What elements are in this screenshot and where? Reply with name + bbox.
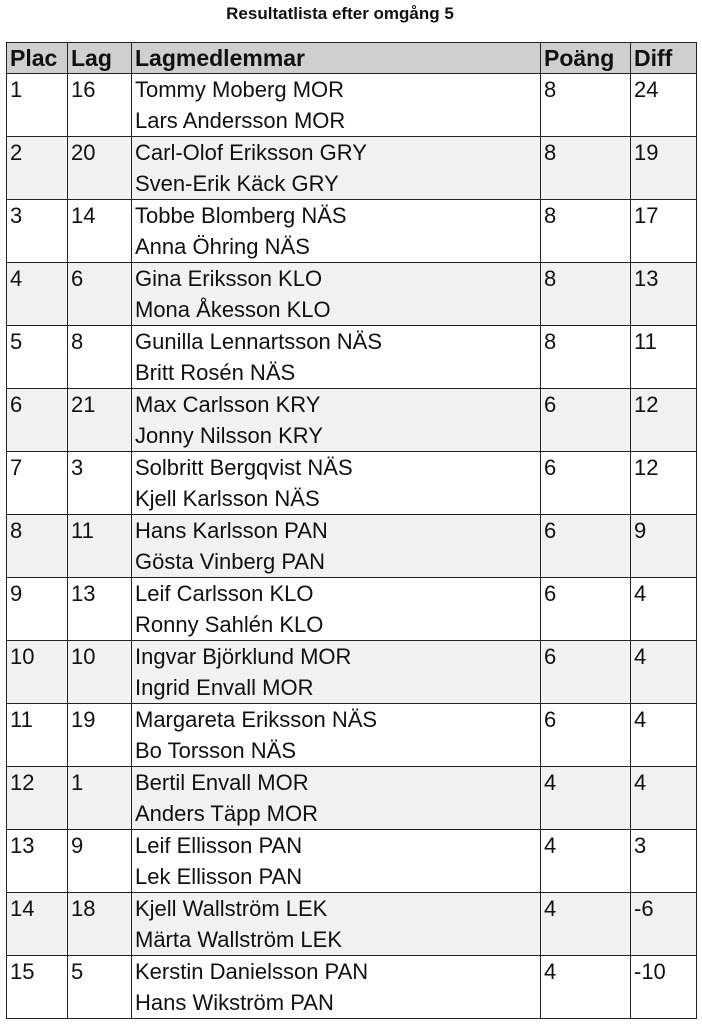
points-cell: 6	[541, 578, 631, 641]
table-row	[7, 137, 697, 200]
team-number-cell: 21	[68, 389, 132, 452]
team-member-name: Leif Ellisson PAN	[135, 833, 303, 858]
members-cell	[132, 704, 541, 767]
diff-cell: 9	[631, 515, 697, 578]
place-cell: 2	[7, 137, 68, 200]
diff-cell: 13	[631, 263, 697, 326]
team-number-cell: 13	[68, 578, 132, 641]
column-header-diff: Diff	[631, 43, 697, 74]
team-member-name: Lars Andersson MOR	[135, 108, 346, 133]
team-member-name: Kjell Wallström LEK	[135, 896, 328, 921]
team-number-cell: 19	[68, 704, 132, 767]
members-cell	[132, 326, 541, 389]
members-cell	[132, 767, 541, 830]
results-table	[6, 42, 697, 1019]
team-number-cell: 6	[68, 263, 132, 326]
team-member-name: Gösta Vinberg PAN	[135, 549, 325, 574]
points-cell: 8	[541, 137, 631, 200]
team-number-cell: 5	[68, 956, 132, 1019]
points-cell: 6	[541, 641, 631, 704]
team-member-name: Ingrid Envall MOR	[135, 675, 314, 700]
points-cell: 8	[541, 263, 631, 326]
table-row	[7, 767, 697, 830]
table-row	[7, 200, 697, 263]
team-member-name: Mona Åkesson KLO	[135, 297, 331, 322]
members-cell	[132, 893, 541, 956]
points-cell: 6	[541, 704, 631, 767]
team-number-cell: 8	[68, 326, 132, 389]
team-member-name: Hans Wikström PAN	[135, 990, 334, 1015]
diff-cell: 3	[631, 830, 697, 893]
team-member-name: Anna Öhring NÄS	[135, 234, 310, 259]
team-member-name: Leif Carlsson KLO	[135, 581, 314, 606]
team-member-name: Jonny Nilsson KRY	[135, 423, 323, 448]
members-cell	[132, 578, 541, 641]
team-number-cell: 20	[68, 137, 132, 200]
place-cell: 12	[7, 767, 68, 830]
members-cell	[132, 641, 541, 704]
points-cell: 6	[541, 515, 631, 578]
members-cell	[132, 137, 541, 200]
place-cell: 3	[7, 200, 68, 263]
points-cell: 6	[541, 389, 631, 452]
diff-cell: 17	[631, 200, 697, 263]
points-cell: 4	[541, 830, 631, 893]
header-row	[7, 43, 697, 74]
team-number-cell: 1	[68, 767, 132, 830]
team-member-name: Gunilla Lennartsson NÄS	[135, 329, 383, 354]
team-member-name: Britt Rosén NÄS	[135, 360, 296, 385]
place-cell: 6	[7, 389, 68, 452]
members-cell	[132, 956, 541, 1019]
place-cell: 15	[7, 956, 68, 1019]
points-cell: 4	[541, 893, 631, 956]
diff-cell: 4	[631, 704, 697, 767]
diff-cell: -10	[631, 956, 697, 1019]
team-member-name: Solbritt Bergqvist NÄS	[135, 455, 353, 480]
diff-cell: 19	[631, 137, 697, 200]
diff-cell: 11	[631, 326, 697, 389]
members-cell	[132, 389, 541, 452]
column-header-members: Lagmedlemmar	[132, 43, 541, 74]
team-number-cell: 10	[68, 641, 132, 704]
table-row	[7, 893, 697, 956]
team-member-name: Ronny Sahlén KLO	[135, 612, 324, 637]
column-header-plac: Plac	[7, 43, 68, 74]
points-cell: 8	[541, 200, 631, 263]
table-row	[7, 704, 697, 767]
table-row	[7, 830, 697, 893]
team-number-cell: 16	[68, 74, 132, 137]
page-title: Resultatlista efter omgång 5	[226, 4, 454, 23]
team-member-name: Kerstin Danielsson PAN	[135, 959, 369, 984]
diff-cell: 24	[631, 74, 697, 137]
team-member-name: Anders Täpp MOR	[135, 801, 319, 826]
table-row	[7, 389, 697, 452]
table-row	[7, 74, 697, 137]
team-member-name: Max Carlsson KRY	[135, 392, 321, 417]
team-member-name: Märta Wallström LEK	[135, 927, 343, 952]
table-row	[7, 263, 697, 326]
place-cell: 8	[7, 515, 68, 578]
place-cell: 1	[7, 74, 68, 137]
place-cell: 14	[7, 893, 68, 956]
team-member-name: Ingvar Björklund MOR	[135, 644, 352, 669]
table-row	[7, 641, 697, 704]
table-row	[7, 326, 697, 389]
column-header-points: Poäng	[541, 43, 631, 74]
members-cell	[132, 830, 541, 893]
team-member-name: Tobbe Blomberg NÄS	[135, 203, 347, 228]
diff-cell: 12	[631, 452, 697, 515]
diff-cell: 12	[631, 389, 697, 452]
team-member-name: Bertil Envall MOR	[135, 770, 309, 795]
table-row	[7, 578, 697, 641]
diff-cell: -6	[631, 893, 697, 956]
column-header-lag: Lag	[68, 43, 132, 74]
points-cell: 4	[541, 956, 631, 1019]
team-number-cell: 14	[68, 200, 132, 263]
team-member-name: Bo Torsson NÄS	[135, 738, 297, 763]
diff-cell: 4	[631, 641, 697, 704]
team-member-name: Carl-Olof Eriksson GRY	[135, 140, 367, 165]
place-cell: 9	[7, 578, 68, 641]
place-cell: 5	[7, 326, 68, 389]
place-cell: 11	[7, 704, 68, 767]
team-member-name: Tommy Moberg MOR	[135, 77, 345, 102]
team-number-cell: 18	[68, 893, 132, 956]
team-member-name: Gina Eriksson KLO	[135, 266, 323, 291]
diff-cell: 4	[631, 578, 697, 641]
diff-cell: 4	[631, 767, 697, 830]
points-cell: 8	[541, 74, 631, 137]
points-cell: 4	[541, 767, 631, 830]
table-row	[7, 515, 697, 578]
members-cell	[132, 74, 541, 137]
team-member-name: Sven-Erik Käck GRY	[135, 171, 339, 196]
members-cell	[132, 452, 541, 515]
table-row	[7, 956, 697, 1019]
place-cell: 13	[7, 830, 68, 893]
table-row	[7, 452, 697, 515]
team-member-name: Lek Ellisson PAN	[135, 864, 303, 889]
members-cell	[132, 515, 541, 578]
team-member-name: Kjell Karlsson NÄS	[135, 486, 320, 511]
points-cell: 6	[541, 452, 631, 515]
place-cell: 7	[7, 452, 68, 515]
team-member-name: Hans Karlsson PAN	[135, 518, 328, 543]
points-cell: 8	[541, 326, 631, 389]
place-cell: 4	[7, 263, 68, 326]
team-member-name: Margareta Eriksson NÄS	[135, 707, 378, 732]
members-cell	[132, 200, 541, 263]
team-number-cell: 3	[68, 452, 132, 515]
place-cell: 10	[7, 641, 68, 704]
members-cell	[132, 263, 541, 326]
team-number-cell: 9	[68, 830, 132, 893]
team-number-cell: 11	[68, 515, 132, 578]
